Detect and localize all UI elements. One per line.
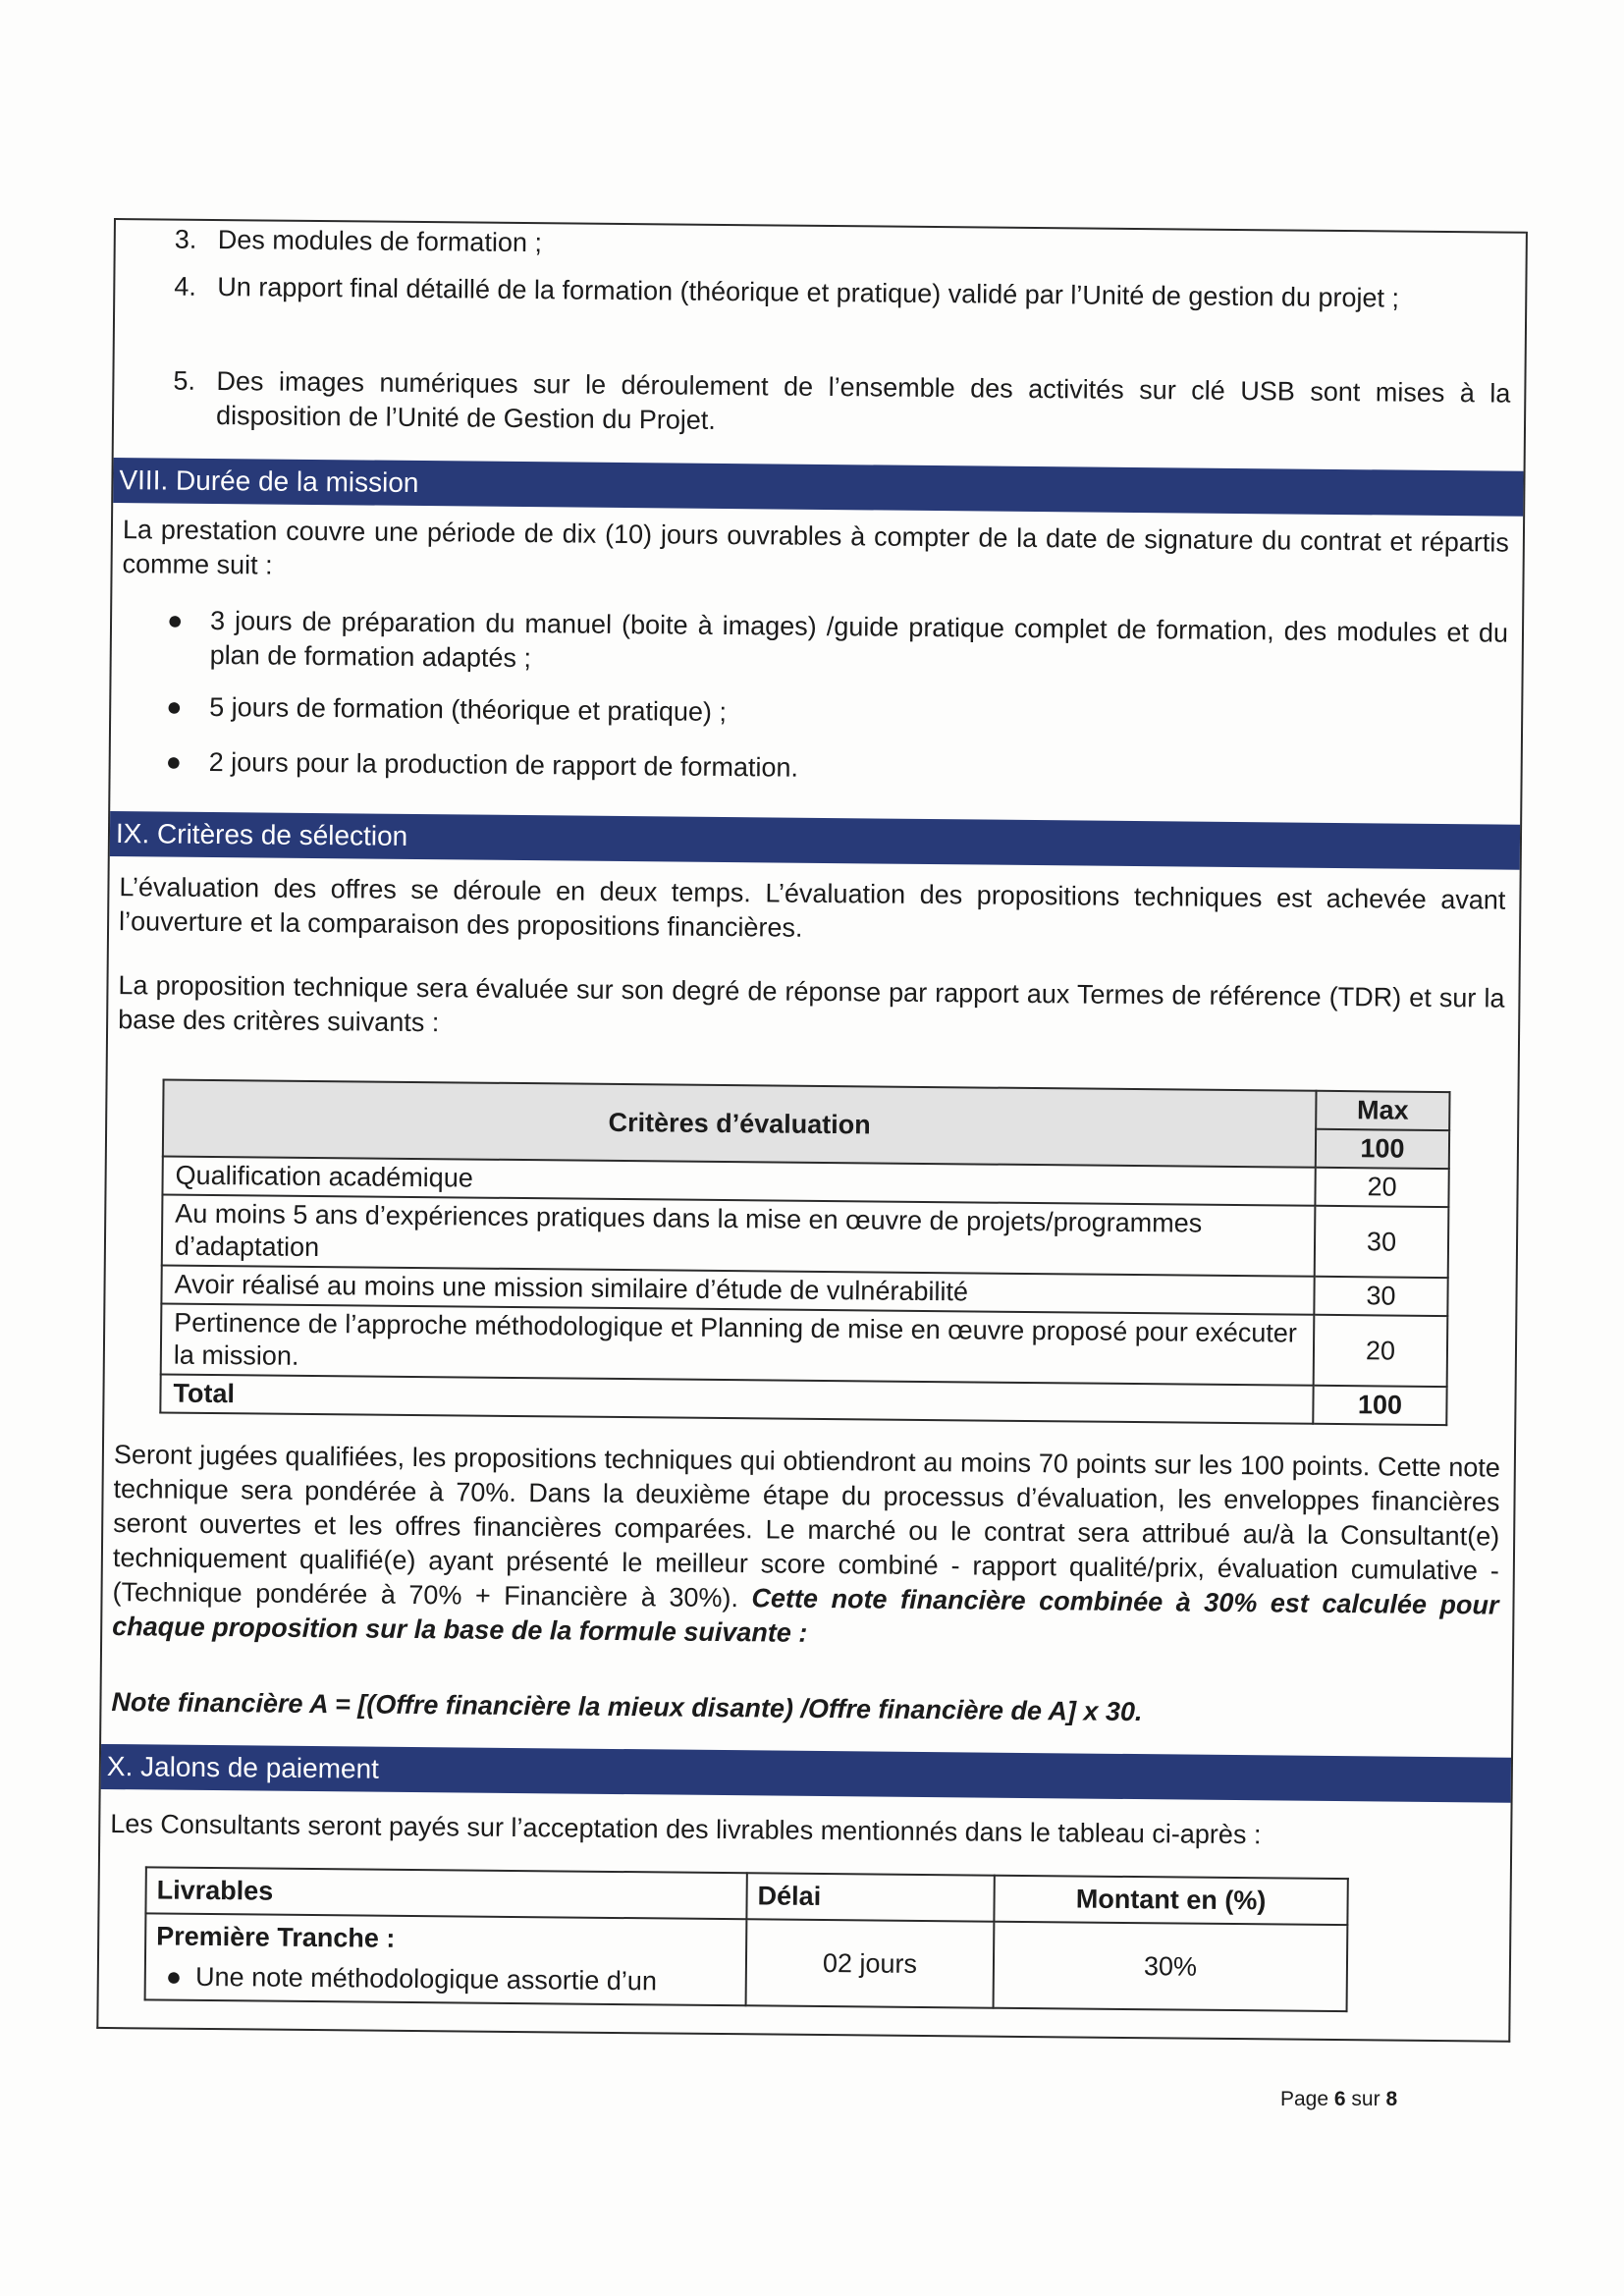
list-item-number: 3. [174, 224, 197, 254]
delay-cell: 02 jours [746, 1919, 995, 2007]
duration-bullet [166, 604, 1509, 674]
criterion-cell: Qualification académique [162, 1157, 1315, 1206]
list-item [173, 364, 1511, 435]
section-heading-selection: IX. Critères de sélection [110, 811, 1520, 870]
financial-formula: Note financière A = [(Offre financière la mieux disante) /Offre financière de A] x 30. [111, 1687, 1143, 1727]
duration-bullet [166, 690, 1507, 728]
list-item [174, 270, 1511, 313]
deliverables-header: Livrables [145, 1867, 746, 1919]
list-item-number: 5. [173, 365, 196, 396]
current-page: 6 [1333, 2088, 1346, 2110]
total-pages: 8 [1385, 2088, 1398, 2110]
section-heading-duration: VIII. Durée de la mission [113, 458, 1523, 517]
score-cell: 20 [1314, 1315, 1448, 1387]
duration-bullet [165, 745, 1507, 783]
criteria-table [159, 1079, 1450, 1427]
selection-paragraph-1: L’évaluation des offres se déroule en deux temps. L’évaluation des propositions techniques est achevée avant l’ouverture et la comparaison des propositions financières. [118, 872, 1506, 943]
total-value: 100 [1313, 1386, 1446, 1425]
content-frame [96, 218, 1528, 2043]
list-item-number: 4. [174, 271, 197, 301]
amount-header: Montant en (%) [994, 1876, 1347, 1925]
page-label: Page [1280, 2088, 1329, 2110]
bullet-text: 3 jours de préparation du manuel (boite à images) /guide pratique complet de formation, des modules et du plan de formation adaptés ; [209, 605, 1509, 674]
qualification-emphasis: Cette note financière combinée à 30% est calculée pour chaque proposition sur la base de la formule suivante : [112, 1583, 1499, 1648]
deliverable-cell [145, 1913, 747, 2005]
bullet-icon: ● [165, 746, 183, 777]
table-row [162, 1195, 1449, 1279]
page-of: sur [1351, 2088, 1380, 2110]
bullet-text: 5 jours de formation (théorique et pratique) ; [209, 691, 728, 728]
score-cell: 20 [1315, 1168, 1448, 1207]
bullet-icon: ● [166, 691, 183, 722]
qualification-text: Seront jugées qualifiées, les propositions techniques qui obtiendront au moins 70 points sur les 100 points. Cette note technique sera pondérée à 70%. Dans la deuxième étape du processus d’évaluation, les enveloppes financières seront ouvertes et les offres financières comparées. Le marché ou le contrat sera attribué au/à la Consultant(e) techniquement qualifié(e) ayant présenté le meilleur score combiné - rapport qualité/prix, évaluation cumulative - (Technique pondérée à 70% + Financière à 30%). [112, 1440, 1500, 1613]
criteria-header-row [163, 1080, 1449, 1131]
max-header: Max [1316, 1091, 1449, 1130]
criterion-cell: Au moins 5 ans d’expériences pratiques dans la mise en œuvre de projets/programmes d’adaptation [162, 1195, 1316, 1277]
section-heading-payment: X. Jalons de paiement [101, 1744, 1511, 1803]
bullet-icon: ● [165, 1961, 183, 1992]
bullet-text: 2 jours pour la production de rapport de formation. [208, 746, 799, 783]
list-item-text: Un rapport final détaillé de la formation (théorique et pratique) validé par l’Unité de gestion du projet ; [217, 272, 1400, 313]
score-cell: 30 [1314, 1277, 1447, 1316]
deliverable-bullet [156, 1952, 735, 1998]
list-item-text: Des modules de formation ; [217, 225, 543, 258]
delay-header: Délai [746, 1873, 994, 1921]
duration-intro: La prestation couvre une période de dix (10) jours ouvrables à compter de la date de signature du contrat et répartis comme suit : [122, 515, 1510, 580]
list-item-text: Des images numériques sur le déroulement de l’ensemble des activités sur clé USB sont mises à la disposition de l’Unité de Gestion du Projet. [215, 366, 1511, 435]
payment-intro: Les Consultants seront payés sur l’acceptation des livrables mentionnés dans le tableau ci-après : [110, 1809, 1262, 1850]
amount-cell: 30% [994, 1922, 1348, 2011]
criterion-cell: Avoir réalisé au moins une mission similaire d’étude de vulnérabilité [161, 1266, 1314, 1315]
qualification-paragraph [112, 1438, 1500, 1658]
bullet-icon: ● [166, 605, 184, 635]
payment-table [144, 1866, 1349, 2012]
table-row [145, 1913, 1348, 2011]
page-number [1280, 2088, 1397, 2111]
bullet-text: Une note méthodologique assortie d’un [194, 1961, 658, 1996]
selection-paragraph-2: La proposition technique sera évaluée sur son degré de réponse par rapport aux Termes de référence (TDR) et sur la base des critères suivants : [118, 970, 1505, 1038]
score-cell: 30 [1315, 1206, 1449, 1278]
tranche-label: Première Tranche : [156, 1921, 396, 1953]
criterion-cell: Pertinence de l’approche méthodologique et Planning de mise en œuvre proposé pour exécuter la mission. [161, 1304, 1315, 1386]
criteria-header: Critères d’évaluation [163, 1080, 1317, 1168]
table-row [161, 1304, 1448, 1388]
max-header-value: 100 [1316, 1129, 1449, 1169]
total-label: Total [160, 1375, 1313, 1424]
